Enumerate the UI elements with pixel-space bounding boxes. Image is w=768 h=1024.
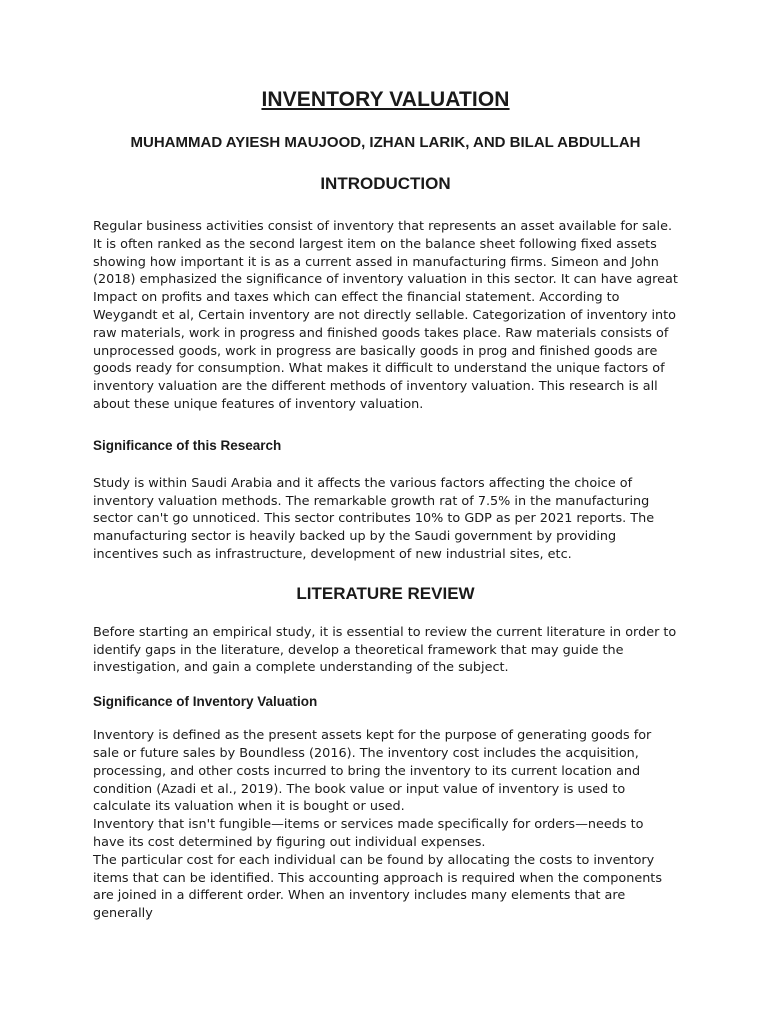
significance-research-paragraph: Study is within Saudi Arabia and it affects the various factors affecting the choice of inventory valuation methods. The remarkable growth rat of 7.5% in the manufacturing sector can't go unnoticed. This sector contributes 10% to GDP as per 2021 reports. The manufacturing sector is heavily backed up by the Saudi government by providing incentives such as infrastructure, development of new industrial sites, etc. (93, 475, 655, 562)
document-title: INVENTORY VALUATION (261, 88, 510, 111)
document-authors: MUHAMMAD AYIESH MAUJOOD, IZHAN LARIK, AND BILAL ABDULLAH (130, 134, 641, 151)
significance-research-heading: Significance of this Research (93, 437, 282, 453)
significance-inventory-paragraph-1: Inventory is defined as the present assets kept for the purpose of generating goods for sale or future sales by Boundless (2016). The inventory cost includes the acquisition, processing, and other costs incurred to bring the inventory to its current location and condition (Azadi et al., 2019). The book value or input value of inventory is used to calculate its valuation when it is bought or used. (93, 728, 652, 815)
significance-inventory-paragraph-3: The particular cost for each individual can be found by allocating the costs to inventory items that can be identified. This accounting approach is required when the components are joined in a different order. When an inventory includes many elements that are generally (93, 852, 662, 922)
introduction-heading: INTRODUCTION (320, 174, 451, 193)
literature-review-heading: LITERATURE REVIEW (296, 583, 475, 603)
significance-inventory-paragraph-2: Inventory that isn't fungible—items or services made specifically for orders—needs to have its cost determined by figuring out individual expenses. (93, 817, 644, 850)
document-page (93, 88, 678, 923)
introduction-paragraph: Regular business activities consist of inventory that represents an asset available for sale. It is often ranked as the second largest item on the balance sheet following fixed assets showing how important it is as a current assed in manufacturing firms. Simeon and John (2018) emphasized the significance of inventory valuation in this sector. It can have agreat Impact on profits and taxes which can effect the financial statement. According to Weygandt et al, Certain inventory are not directly sellable. Categorization of inventory into raw materials, work in progress and finished goods takes place. Raw materials consists of unprocessed goods, work in progress are basically goods in prog and finished goods are goods ready for consumption. What makes it difficult to understand the unique factors of inventory valuation are the different methods of inventory valuation. This research is all about these unique features of inventory valuation. (93, 219, 678, 412)
literature-review-paragraph: Before starting an empirical study, it is essential to review the current literature in order to identify gaps in the literature, develop a theoretical framework that may guide the investigation, and gain a complete understanding of the subject. (93, 624, 677, 676)
significance-inventory-heading: Significance of Inventory Valuation (93, 694, 318, 710)
